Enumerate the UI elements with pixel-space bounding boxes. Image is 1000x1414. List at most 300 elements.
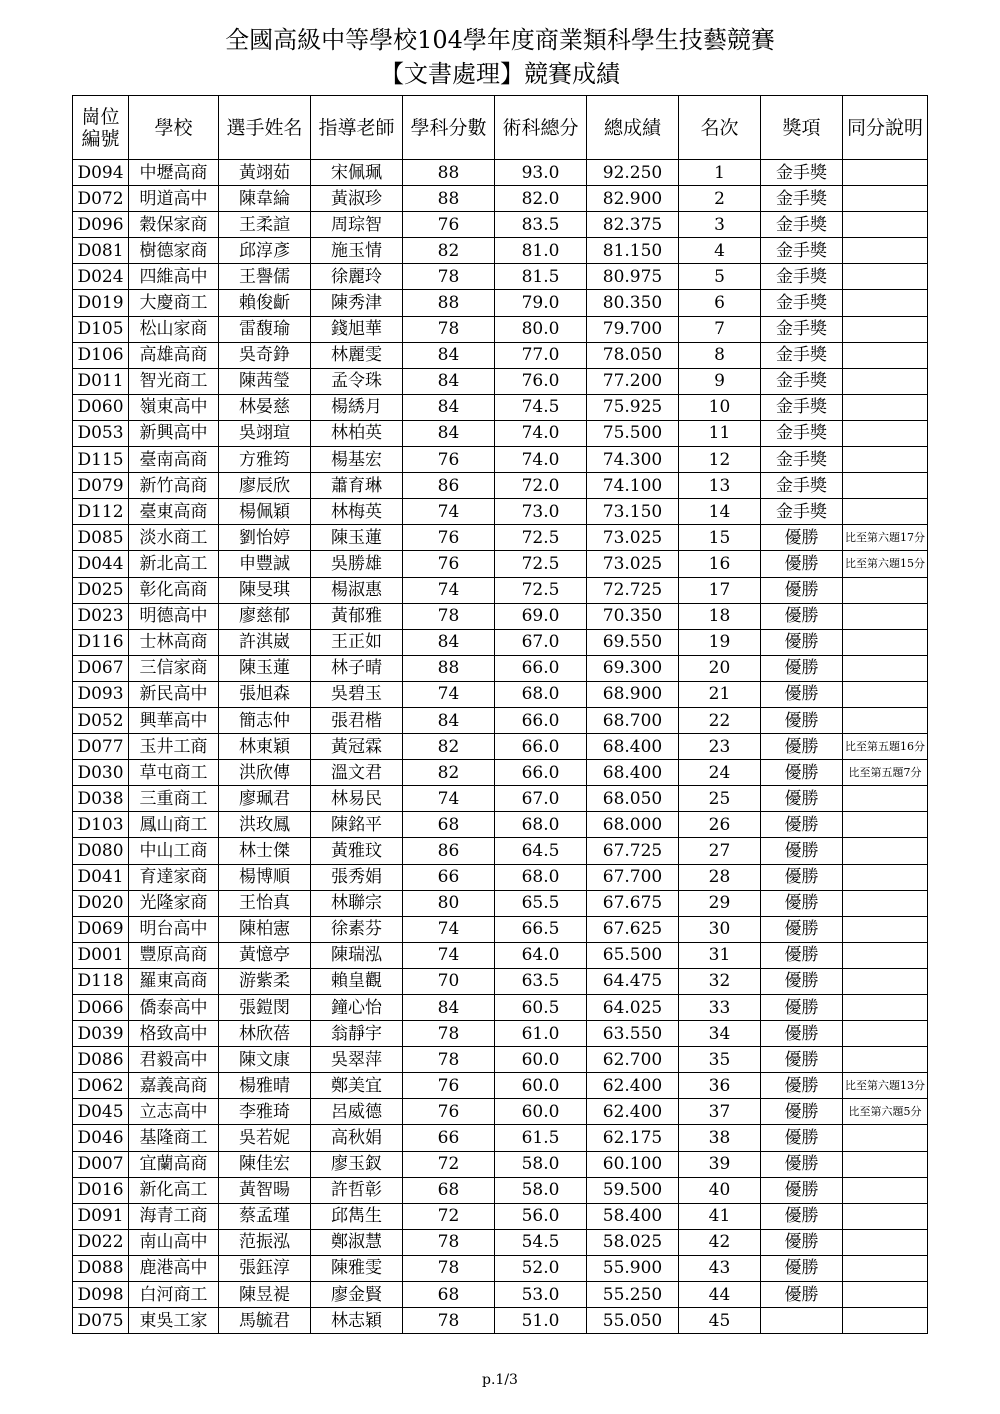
cell-station-id: D091 xyxy=(73,1203,129,1229)
cell-award: 優勝 xyxy=(761,1282,843,1308)
cell-award: 優勝 xyxy=(761,707,843,733)
cell-station-id: D020 xyxy=(73,890,129,916)
cell-award: 優勝 xyxy=(761,655,843,681)
cell-school: 樹德家商 xyxy=(129,238,219,264)
table-row xyxy=(73,551,928,577)
cell-tie-note xyxy=(843,1203,928,1229)
table-row xyxy=(73,525,928,551)
cell-total-score: 68.400 xyxy=(587,760,679,786)
cell-tie-note xyxy=(843,1151,928,1177)
cell-teacher: 陳玉蓮 xyxy=(311,525,403,551)
cell-written-score: 76 xyxy=(403,525,495,551)
cell-award: 優勝 xyxy=(761,629,843,655)
cell-written-score: 86 xyxy=(403,473,495,499)
cell-station-id: D112 xyxy=(73,499,129,525)
cell-station-id: D085 xyxy=(73,525,129,551)
table-row xyxy=(73,473,928,499)
cell-award: 優勝 xyxy=(761,1229,843,1255)
cell-rank: 10 xyxy=(679,394,761,420)
cell-station-id: D096 xyxy=(73,212,129,238)
cell-teacher: 張君楷 xyxy=(311,707,403,733)
cell-teacher: 林柏英 xyxy=(311,420,403,446)
cell-station-id: D115 xyxy=(73,447,129,473)
cell-teacher: 黃郁雅 xyxy=(311,603,403,629)
cell-teacher: 吳碧玉 xyxy=(311,681,403,707)
cell-student-name: 王譽儒 xyxy=(219,264,311,290)
cell-practical-score: 82.0 xyxy=(495,186,587,212)
cell-written-score: 84 xyxy=(403,629,495,655)
cell-award: 優勝 xyxy=(761,1255,843,1281)
cell-tie-note xyxy=(843,394,928,420)
cell-award: 優勝 xyxy=(761,734,843,760)
results-table xyxy=(72,95,928,1334)
cell-school: 中壢高商 xyxy=(129,160,219,186)
cell-student-name: 劉怡婷 xyxy=(219,525,311,551)
cell-award: 金手獎 xyxy=(761,473,843,499)
table-row xyxy=(73,1282,928,1308)
cell-school: 明德高中 xyxy=(129,603,219,629)
cell-practical-score: 64.0 xyxy=(495,942,587,968)
cell-tie-note xyxy=(843,629,928,655)
cell-total-score: 73.025 xyxy=(587,551,679,577)
table-row xyxy=(73,160,928,186)
cell-student-name: 廖慈郁 xyxy=(219,603,311,629)
cell-practical-score: 69.0 xyxy=(495,603,587,629)
table-row xyxy=(73,1047,928,1073)
document-subtitle: 【文書處理】競賽成績 xyxy=(380,60,620,88)
cell-school: 羅東高商 xyxy=(129,968,219,994)
cell-total-score: 72.725 xyxy=(587,577,679,603)
cell-practical-score: 72.0 xyxy=(495,473,587,499)
cell-teacher: 吳勝雄 xyxy=(311,551,403,577)
cell-total-score: 77.200 xyxy=(587,368,679,394)
cell-tie-note xyxy=(843,1047,928,1073)
cell-written-score: 68 xyxy=(403,812,495,838)
cell-teacher: 溫文君 xyxy=(311,760,403,786)
cell-written-score: 72 xyxy=(403,1151,495,1177)
cell-station-id: D044 xyxy=(73,551,129,577)
table-row xyxy=(73,290,928,316)
cell-total-score: 55.900 xyxy=(587,1255,679,1281)
cell-award: 優勝 xyxy=(761,551,843,577)
cell-practical-score: 81.5 xyxy=(495,264,587,290)
cell-award: 優勝 xyxy=(761,603,843,629)
cell-teacher: 林子晴 xyxy=(311,655,403,681)
cell-rank: 40 xyxy=(679,1177,761,1203)
table-row xyxy=(73,420,928,446)
cell-practical-score: 66.0 xyxy=(495,734,587,760)
cell-award: 優勝 xyxy=(761,1151,843,1177)
cell-tie-note xyxy=(843,995,928,1021)
cell-student-name: 陳文康 xyxy=(219,1047,311,1073)
cell-total-score: 92.250 xyxy=(587,160,679,186)
cell-rank: 27 xyxy=(679,838,761,864)
cell-written-score: 84 xyxy=(403,995,495,1021)
cell-total-score: 62.400 xyxy=(587,1073,679,1099)
cell-teacher: 林易民 xyxy=(311,786,403,812)
cell-tie-note xyxy=(843,160,928,186)
cell-rank: 14 xyxy=(679,499,761,525)
cell-written-score: 70 xyxy=(403,968,495,994)
cell-award: 金手獎 xyxy=(761,499,843,525)
document-title: 全國高級中等學校104學年度商業類科學生技藝競賽 xyxy=(225,26,775,54)
cell-student-name: 游紫柔 xyxy=(219,968,311,994)
cell-rank: 11 xyxy=(679,420,761,446)
table-row xyxy=(73,655,928,681)
cell-station-id: D069 xyxy=(73,916,129,942)
cell-practical-score: 79.0 xyxy=(495,290,587,316)
cell-student-name: 洪玫鳳 xyxy=(219,812,311,838)
cell-student-name: 陳佳宏 xyxy=(219,1151,311,1177)
cell-award: 金手獎 xyxy=(761,342,843,368)
cell-student-name: 洪欣傳 xyxy=(219,760,311,786)
cell-total-score: 58.025 xyxy=(587,1229,679,1255)
cell-school: 穀保家商 xyxy=(129,212,219,238)
cell-school: 基隆商工 xyxy=(129,1125,219,1151)
cell-teacher: 呂威德 xyxy=(311,1099,403,1125)
cell-student-name: 吳奇錚 xyxy=(219,342,311,368)
cell-rank: 34 xyxy=(679,1021,761,1047)
cell-school: 玉井工商 xyxy=(129,734,219,760)
cell-total-score: 67.700 xyxy=(587,864,679,890)
cell-station-id: D075 xyxy=(73,1308,129,1334)
cell-written-score: 74 xyxy=(403,786,495,812)
cell-station-id: D079 xyxy=(73,473,129,499)
cell-student-name: 楊佩穎 xyxy=(219,499,311,525)
table-row xyxy=(73,838,928,864)
cell-total-score: 68.400 xyxy=(587,734,679,760)
cell-rank: 22 xyxy=(679,707,761,733)
cell-tie-note xyxy=(843,916,928,942)
cell-practical-score: 74.0 xyxy=(495,447,587,473)
cell-station-id: D072 xyxy=(73,186,129,212)
cell-station-id: D094 xyxy=(73,160,129,186)
cell-award: 金手獎 xyxy=(761,238,843,264)
cell-school: 豐原高商 xyxy=(129,942,219,968)
cell-teacher: 王正如 xyxy=(311,629,403,655)
cell-practical-score: 72.5 xyxy=(495,551,587,577)
cell-student-name: 張鎧閔 xyxy=(219,995,311,1021)
cell-school: 三信家商 xyxy=(129,655,219,681)
cell-total-score: 75.925 xyxy=(587,394,679,420)
cell-award: 金手獎 xyxy=(761,212,843,238)
cell-tie-note xyxy=(843,968,928,994)
cell-practical-score: 60.5 xyxy=(495,995,587,1021)
cell-school: 宜蘭高商 xyxy=(129,1151,219,1177)
cell-school: 高雄高商 xyxy=(129,342,219,368)
cell-written-score: 78 xyxy=(403,1229,495,1255)
cell-practical-score: 68.0 xyxy=(495,812,587,838)
table-row xyxy=(73,1177,928,1203)
cell-award: 優勝 xyxy=(761,1177,843,1203)
cell-practical-score: 68.0 xyxy=(495,864,587,890)
table-row xyxy=(73,734,928,760)
cell-award: 優勝 xyxy=(761,1203,843,1229)
cell-student-name: 邱淳彥 xyxy=(219,238,311,264)
cell-total-score: 68.050 xyxy=(587,786,679,812)
header-tie-note: 同分說明 xyxy=(843,96,928,160)
cell-tie-note xyxy=(843,368,928,394)
cell-written-score: 84 xyxy=(403,420,495,446)
cell-tie-note xyxy=(843,942,928,968)
cell-written-score: 88 xyxy=(403,290,495,316)
cell-school: 興華高中 xyxy=(129,707,219,733)
cell-station-id: D080 xyxy=(73,838,129,864)
cell-rank: 20 xyxy=(679,655,761,681)
cell-tie-note: 比至第六題15分 xyxy=(843,551,928,577)
cell-total-score: 78.050 xyxy=(587,342,679,368)
cell-tie-note xyxy=(843,420,928,446)
cell-written-score: 76 xyxy=(403,551,495,577)
cell-tie-note xyxy=(843,238,928,264)
cell-tie-note xyxy=(843,577,928,603)
cell-rank: 42 xyxy=(679,1229,761,1255)
header-rank: 名次 xyxy=(679,96,761,160)
cell-rank: 33 xyxy=(679,995,761,1021)
cell-total-score: 64.475 xyxy=(587,968,679,994)
cell-written-score: 76 xyxy=(403,1073,495,1099)
cell-tie-note xyxy=(843,864,928,890)
cell-practical-score: 93.0 xyxy=(495,160,587,186)
cell-student-name: 陳玉蓮 xyxy=(219,655,311,681)
cell-student-name: 陳柏憲 xyxy=(219,916,311,942)
cell-school: 海青工商 xyxy=(129,1203,219,1229)
cell-rank: 6 xyxy=(679,290,761,316)
cell-written-score: 76 xyxy=(403,447,495,473)
table-row xyxy=(73,1073,928,1099)
cell-tie-note xyxy=(843,681,928,707)
cell-practical-score: 66.0 xyxy=(495,655,587,681)
header-station-id-line2: 編號 xyxy=(81,127,120,150)
cell-tie-note xyxy=(843,264,928,290)
cell-teacher: 吳翠萍 xyxy=(311,1047,403,1073)
cell-rank: 31 xyxy=(679,942,761,968)
cell-practical-score: 72.5 xyxy=(495,577,587,603)
cell-award: 優勝 xyxy=(761,525,843,551)
cell-tie-note xyxy=(843,212,928,238)
cell-school: 南山高中 xyxy=(129,1229,219,1255)
cell-student-name: 林晏慈 xyxy=(219,394,311,420)
cell-student-name: 廖珮君 xyxy=(219,786,311,812)
cell-tie-note xyxy=(843,499,928,525)
cell-tie-note xyxy=(843,890,928,916)
cell-teacher: 徐麗玲 xyxy=(311,264,403,290)
cell-station-id: D062 xyxy=(73,1073,129,1099)
cell-practical-score: 66.0 xyxy=(495,760,587,786)
cell-teacher: 鐘心怡 xyxy=(311,995,403,1021)
cell-rank: 43 xyxy=(679,1255,761,1281)
cell-teacher: 周琮智 xyxy=(311,212,403,238)
cell-award: 優勝 xyxy=(761,1099,843,1125)
cell-station-id: D066 xyxy=(73,995,129,1021)
cell-practical-score: 66.5 xyxy=(495,916,587,942)
cell-written-score: 78 xyxy=(403,264,495,290)
cell-rank: 4 xyxy=(679,238,761,264)
cell-written-score: 78 xyxy=(403,1255,495,1281)
cell-award: 金手獎 xyxy=(761,447,843,473)
cell-rank: 18 xyxy=(679,603,761,629)
table-row xyxy=(73,629,928,655)
cell-written-score: 76 xyxy=(403,1099,495,1125)
header-award: 獎項 xyxy=(761,96,843,160)
cell-tie-note xyxy=(843,1229,928,1255)
cell-award: 優勝 xyxy=(761,916,843,942)
cell-student-name: 楊雅晴 xyxy=(219,1073,311,1099)
cell-total-score: 82.900 xyxy=(587,186,679,212)
cell-station-id: D011 xyxy=(73,368,129,394)
cell-rank: 30 xyxy=(679,916,761,942)
cell-rank: 17 xyxy=(679,577,761,603)
cell-tie-note xyxy=(843,1308,928,1334)
table-row xyxy=(73,1308,928,1334)
cell-award: 優勝 xyxy=(761,1021,843,1047)
table-row xyxy=(73,368,928,394)
cell-tie-note xyxy=(843,1177,928,1203)
cell-station-id: D030 xyxy=(73,760,129,786)
cell-award: 金手獎 xyxy=(761,160,843,186)
table-row xyxy=(73,1255,928,1281)
header-station-id xyxy=(73,96,129,160)
cell-rank: 25 xyxy=(679,786,761,812)
table-row xyxy=(73,968,928,994)
cell-teacher: 張秀娟 xyxy=(311,864,403,890)
cell-written-score: 74 xyxy=(403,577,495,603)
cell-rank: 32 xyxy=(679,968,761,994)
cell-total-score: 70.350 xyxy=(587,603,679,629)
cell-written-score: 84 xyxy=(403,342,495,368)
cell-total-score: 79.700 xyxy=(587,316,679,342)
cell-teacher: 鄭美宜 xyxy=(311,1073,403,1099)
cell-practical-score: 61.0 xyxy=(495,1021,587,1047)
cell-award: 優勝 xyxy=(761,890,843,916)
cell-written-score: 72 xyxy=(403,1203,495,1229)
cell-student-name: 陳旻琪 xyxy=(219,577,311,603)
cell-school: 白河商工 xyxy=(129,1282,219,1308)
cell-student-name: 黃智暘 xyxy=(219,1177,311,1203)
cell-station-id: D053 xyxy=(73,420,129,446)
cell-award: 優勝 xyxy=(761,812,843,838)
table-body xyxy=(73,160,928,1334)
cell-station-id: D116 xyxy=(73,629,129,655)
cell-written-score: 74 xyxy=(403,916,495,942)
cell-teacher: 廖金賢 xyxy=(311,1282,403,1308)
cell-teacher: 孟令珠 xyxy=(311,368,403,394)
cell-written-score: 84 xyxy=(403,707,495,733)
cell-rank: 38 xyxy=(679,1125,761,1151)
cell-total-score: 73.025 xyxy=(587,525,679,551)
table-row xyxy=(73,786,928,812)
cell-practical-score: 65.5 xyxy=(495,890,587,916)
table-header xyxy=(73,96,928,160)
cell-station-id: D093 xyxy=(73,681,129,707)
cell-rank: 23 xyxy=(679,734,761,760)
cell-school: 彰化高商 xyxy=(129,577,219,603)
cell-student-name: 陳韋綸 xyxy=(219,186,311,212)
cell-written-score: 82 xyxy=(403,760,495,786)
cell-written-score: 88 xyxy=(403,186,495,212)
header-row xyxy=(73,96,928,160)
cell-written-score: 82 xyxy=(403,734,495,760)
table-row xyxy=(73,577,928,603)
cell-station-id: D103 xyxy=(73,812,129,838)
table-row xyxy=(73,186,928,212)
cell-school: 智光商工 xyxy=(129,368,219,394)
cell-award: 優勝 xyxy=(761,760,843,786)
table-row xyxy=(73,707,928,733)
cell-school: 東吳工家 xyxy=(129,1308,219,1334)
cell-rank: 7 xyxy=(679,316,761,342)
cell-written-score: 76 xyxy=(403,212,495,238)
cell-teacher: 施玉情 xyxy=(311,238,403,264)
table-row xyxy=(73,342,928,368)
cell-rank: 3 xyxy=(679,212,761,238)
table-row xyxy=(73,812,928,838)
cell-teacher: 陳銘平 xyxy=(311,812,403,838)
table-row xyxy=(73,316,928,342)
cell-total-score: 64.025 xyxy=(587,995,679,1021)
cell-tie-note xyxy=(843,655,928,681)
cell-practical-score: 74.5 xyxy=(495,394,587,420)
cell-teacher: 陳秀津 xyxy=(311,290,403,316)
cell-station-id: D016 xyxy=(73,1177,129,1203)
cell-award: 優勝 xyxy=(761,1073,843,1099)
cell-student-name: 賴俊齗 xyxy=(219,290,311,316)
cell-student-name: 黃憶亭 xyxy=(219,942,311,968)
cell-rank: 37 xyxy=(679,1099,761,1125)
cell-total-score: 67.625 xyxy=(587,916,679,942)
cell-tie-note xyxy=(843,342,928,368)
cell-station-id: D007 xyxy=(73,1151,129,1177)
cell-award: 優勝 xyxy=(761,1047,843,1073)
cell-school: 明台高中 xyxy=(129,916,219,942)
cell-rank: 16 xyxy=(679,551,761,577)
table-row xyxy=(73,264,928,290)
cell-teacher: 高秋娟 xyxy=(311,1125,403,1151)
cell-tie-note xyxy=(843,707,928,733)
cell-student-name: 范振泓 xyxy=(219,1229,311,1255)
cell-station-id: D086 xyxy=(73,1047,129,1073)
cell-teacher: 陳瑞泓 xyxy=(311,942,403,968)
cell-school: 鹿港高中 xyxy=(129,1255,219,1281)
cell-total-score: 65.500 xyxy=(587,942,679,968)
cell-total-score: 62.700 xyxy=(587,1047,679,1073)
cell-written-score: 68 xyxy=(403,1177,495,1203)
cell-practical-score: 81.0 xyxy=(495,238,587,264)
header-teacher: 指導老師 xyxy=(311,96,403,160)
cell-school: 中山工商 xyxy=(129,838,219,864)
cell-teacher: 翁靜宇 xyxy=(311,1021,403,1047)
table-row xyxy=(73,238,928,264)
cell-station-id: D024 xyxy=(73,264,129,290)
cell-written-score: 68 xyxy=(403,1282,495,1308)
cell-rank: 35 xyxy=(679,1047,761,1073)
cell-rank: 1 xyxy=(679,160,761,186)
cell-station-id: D118 xyxy=(73,968,129,994)
cell-teacher: 鄭淑慧 xyxy=(311,1229,403,1255)
cell-teacher: 陳雅雯 xyxy=(311,1255,403,1281)
cell-award: 優勝 xyxy=(761,838,843,864)
cell-student-name: 楊博順 xyxy=(219,864,311,890)
cell-tie-note xyxy=(843,1282,928,1308)
cell-practical-score: 66.0 xyxy=(495,707,587,733)
cell-rank: 8 xyxy=(679,342,761,368)
cell-total-score: 68.700 xyxy=(587,707,679,733)
cell-tie-note xyxy=(843,812,928,838)
cell-tie-note xyxy=(843,473,928,499)
cell-award: 金手獎 xyxy=(761,316,843,342)
cell-written-score: 78 xyxy=(403,1308,495,1334)
cell-school: 嶺東高中 xyxy=(129,394,219,420)
